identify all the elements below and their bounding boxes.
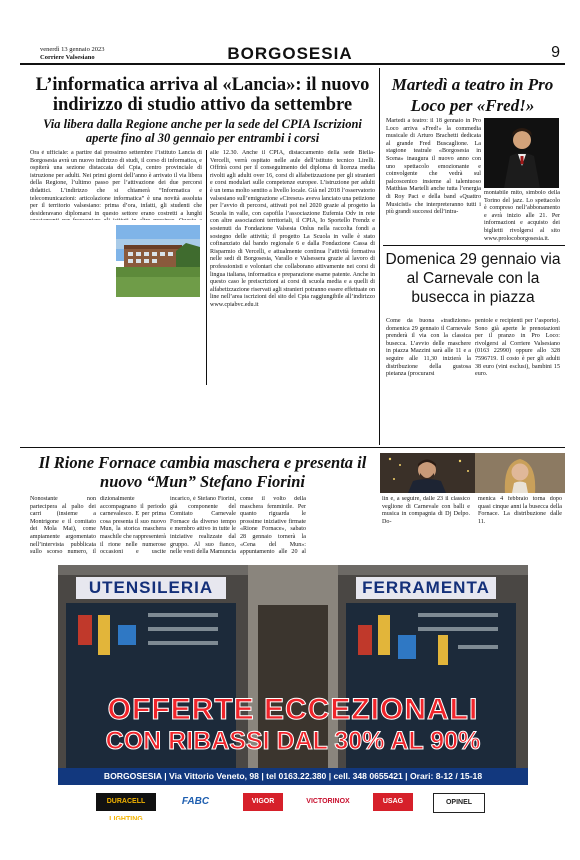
duracell-logo: DURACELL LIGHTING [96, 793, 156, 811]
woman-portrait-image [475, 453, 565, 493]
article1-headline: L’informatica arriva al «Lancia»: il nuovo indirizzo di studio attivo da settembre [35, 75, 370, 115]
school-building-photo [116, 225, 200, 297]
page-number: 9 [551, 44, 560, 61]
article2-col1 [386, 118, 481, 240]
brand-logos-strip [58, 785, 528, 820]
mid-page-rule [20, 447, 565, 448]
article4-col2 [100, 496, 166, 556]
hardware-store-ad [58, 565, 528, 820]
man-portrait-image [380, 453, 475, 493]
article1-col1-text: Ora è ufficiale: a partire dal prossimo settembre l’istituto Lancia di Borgosesia avrà un nuovo indirizzo di studi, il corso di informatica, e ospiterà una sezione distaccata del Cpia, centro provinciale di istruzione per adulti. Nei primi giorni dell’anno è arrivato il via libera della Regione, l’ultimo passo per l’attivazione dei due percorsi didattici. L’indirizzo che si chiamerà “Informatica e telecomunicazioni: articolazione informatica” è una novità assoluta per il territorio valsesiano: prima d’ora, infatti, gli studenti che desideravano diplomarsi in questo settore erano costretti a lunghi [30, 150, 202, 217]
article3-col2-text: pentole e recipienti per l’asporto). Sono già aperte le prenotazioni per il pranzo in Pro Loco: rivolgersi al Corriere Valsesiano (0163 22990) oppure allo 328 7596719. Il costo è per gli adulti 38 euro (vini esclusi), bambini 15 euro. [475, 318, 560, 378]
article4-col2-text: dizionalmente accompagnano il periodo carnevalesco. E per prima cosa presenta il suo nuovo Mun, la storica maschera maschile che rappresenterà il rione nelle numerose occasioni e uscite [100, 496, 166, 556]
ad-contact-bar: BORGOSESIA | Via Vittorio Veneto, 98 | tel 0163.22.380 | cell. 348 0655421 | Orari: 8-12 / 15-18 [58, 768, 528, 785]
article4-col6-text: menica 4 febbraio torna dopo quasi cinque anni la busecca della Fornace. La distribuzione dalle 11. [478, 496, 562, 525]
article2-col2-text: montabile mito, simbolo della Torino del jazz. Lo spettacolo è compreso nell’abbonamento e avrà inizio alle 21. Per informazioni e acquisto dei biglietti rivolgersi al sito www.prolocoborgosesia.it. [484, 190, 560, 242]
article4-col3 [170, 496, 236, 556]
victorinox-logo: VICTORINOX [306, 798, 350, 805]
school-photo-image [116, 225, 200, 297]
article4-col5-text: lin e, a seguire, dalle 23 il classico veglione di Carnevale con balli e musica in compagnia di Dj Delpo. Do- [382, 496, 470, 525]
vigor-logo: VIGOR [243, 793, 283, 811]
article4-headline: Il Rione Fornace cambia maschera e presenta il nuovo “Mun” Stefano Fiorini [38, 453, 367, 491]
ferramenta-sign: FERRAMENTA [356, 577, 496, 599]
article4-col3-text: incarico, è Stefano Fiorini, già componente del Comitato Carnevale Fornace da diverso tempo e membro attivo in tutte le iniziative realizzate dal gruppo. Al suo fianco, nelle vesti della Mamuncia [170, 496, 236, 556]
article1-col1-bottom [30, 300, 202, 385]
performer-image [484, 118, 559, 188]
article3-col2 [475, 318, 560, 428]
stefano-fiorini-photo [380, 453, 475, 493]
ad-offer-headline: OFFERTE ECCEZIONALI [107, 693, 479, 726]
article4-col4 [240, 496, 306, 556]
opinel-logo: OPINEL [433, 793, 485, 813]
article1-col2-text: alle 12.30. Anche il CPIA, distaccamento della sede Biella-Vercelli, verrà ospitato nelle aule dell’istituto tecnico Lirelli. Offrirà corsi per il conseguimento del diploma di licenza media rivolti agli adulti over 16, corsi di alfabetizzazione per gli stranieri e corsi modulari sulle competenze europee. L’istruzione per adulti è un tema molto sentito a livello locale. Già nel 2018 l’osservatorio valsesiano sull’emigrazione «Cireseu» aveva lanciato una petizione per l’avvio di percorsi, attivati poi nel 2020 grazie al progetto la Scuola in valle, con capofila l’associazione Eufemia Odv in rete con altre associazioni territoriali, il CPIA, Io Sportello Frendz e sostenuti da Fondazione Valsesia Onlus nella raccolta fondi a sostegno delle attività; il progetto La Scuola in valle è stato cofinanziato dal bando regionale 6 e dalla Fondazione Cassa di Risparmio di Vercelli, e attualmente continua l’attività formativa nelle sedi di Borgosesia, Varallo e Valsessera grazie al lavoro di professionisti e volontari che collaborano attivamente nei corsi di lingua italiana, informatica e preparazione esame patente. Anche in questo caso le preiscrizioni ai corsi di scuola media e a quelli di alfabetizzazione riservati agli stranieri potranno essere effettuate on line nell’area iscrizioni del sito del Cpia raggiungibile all’indirizzo www.cpiabvc.edu.it [210, 150, 375, 308]
article2-headline: Martedì a teatro in Pro Loco per «Fred!» [391, 75, 554, 115]
page-column-divider [379, 68, 380, 445]
article3-col1 [386, 318, 471, 428]
header-rule [20, 63, 565, 65]
article2-rule [383, 245, 565, 246]
article1-col2 [210, 150, 375, 385]
article4-col1 [30, 496, 96, 556]
ad-discount-subhead: CON RIBASSI DAL 30% AL 90% [105, 727, 481, 755]
article1-deck: Via libera dalla Regione anche per la sede del CPIA Iscrizioni aperte fino al 30 gennaio per entrambi i corsi [43, 117, 362, 145]
article1-column-divider [206, 150, 207, 385]
article4-col1-text: Nonostante non partecipera al palio dei carri (insieme a Montrigone e il comitato dei Mola Mai), come ampiamente argomentato nell’intervista pubblicata sullo scorso numero, il [30, 496, 96, 556]
article4-col6 [478, 496, 562, 556]
fabc-logo: FABC [181, 796, 210, 807]
article1-col1-top [30, 150, 202, 220]
section-title: BORGOSESIA [227, 44, 353, 63]
article2-col1-text: Martedì a teatro: il 18 gennaio in Pro Loco arriva «Fred!» la commedia musicale di Arturo Brachetti dedicata al grande Fred Buscaglione. La stagione teatrale «Borgosesia in Scena» inaugura il nuovo anno con uno spettacolo emozionante e coinvolgente che vedrà sul palcoscenico insieme al talentuoso Matthias Martelli anche tutta l’energia di Roy Paci e della band «Quattro Musicisti» che interpreteranno tutti i più grandi successi dell’intra- [386, 118, 481, 216]
utensileria-sign: UTENSILERIA [76, 577, 226, 599]
newspaper-name: Corriere Valsesiano [40, 54, 95, 61]
article2-col2 [484, 190, 560, 242]
issue-date: venerdì 13 gennaio 2023 [40, 46, 105, 53]
article3-headline: Domenica 29 gennaio via al Carnevale con la busecca in piazza [385, 251, 561, 306]
article4-col5 [382, 496, 470, 556]
fred-show-photo [484, 118, 559, 188]
article3-col1-text: Come da buona «tradizione» domenica 29 gennaio il Carnevale prenderà il via con la classica busecca. L’avvio delle maschere in piazza Mazzini sarà alle 11 e a seguire alle 11,30 inizierà la distribuzione della gustosa pietanza (procurarsi [386, 318, 471, 378]
usag-logo: USAG [373, 793, 413, 811]
marta-schiavone-photo [475, 453, 565, 493]
article4-col4-text: come il volto della maschera femminile. Per quanto riguarda le prossime iniziative firmate «Rione Fornace», sabato 28 gennaio tornerà la «Cena del Mun»: appuntamento alle 20 al [240, 496, 306, 556]
